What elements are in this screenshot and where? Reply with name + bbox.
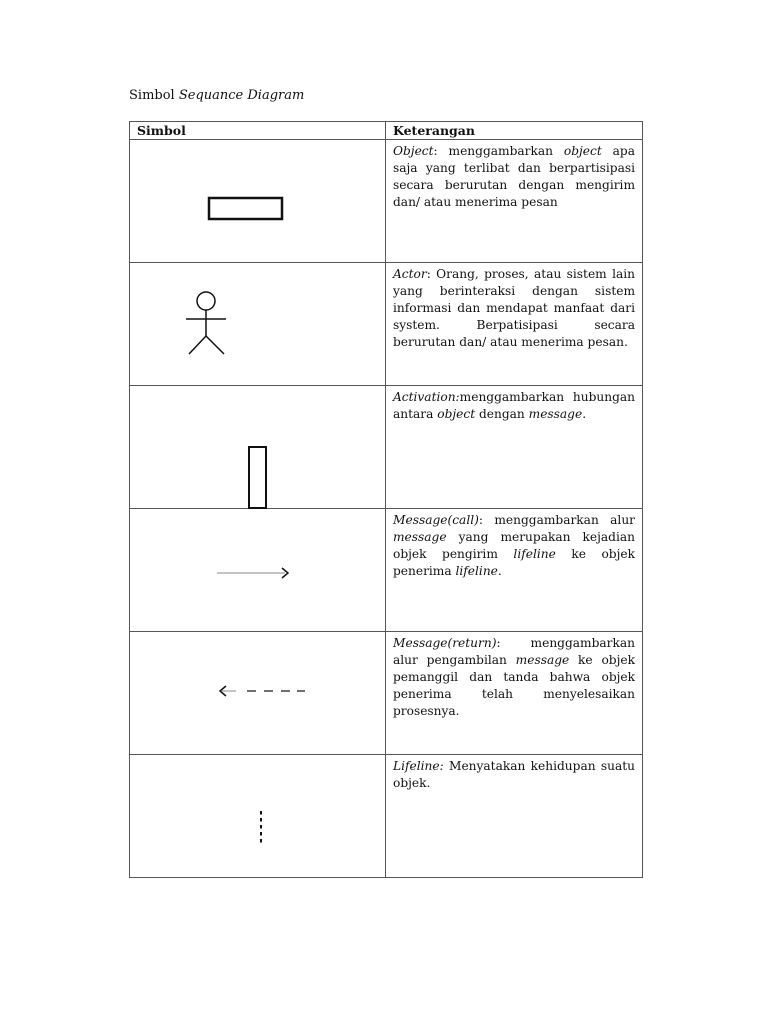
symbol-cell-lifeline [130, 755, 386, 878]
table-row-message-return [130, 632, 643, 755]
table-row-actor [130, 263, 643, 386]
desc-text-run: : menggambarkan alur pengambilan [393, 636, 635, 667]
desc-text-run: message [528, 407, 583, 421]
desc-text-run: ke objek pemanggil dan tanda bahwa objek penerima telah menyelesaikan prosesnya. [393, 653, 635, 718]
desc-text-run: Message(call) [393, 513, 479, 527]
page-title-italic: Sequance Diagram [178, 88, 305, 103]
actor-stick-figure-icon [130, 263, 386, 382]
desc-text-run: . [497, 564, 502, 578]
message-call-arrow-icon [130, 509, 386, 628]
desc-text-run: : menggambarkan [433, 144, 564, 158]
desc-text-run: dengan [475, 407, 529, 421]
desc-object [386, 140, 643, 263]
page-title [129, 88, 304, 104]
symbol-table [129, 121, 643, 878]
symbol-cell-message-call [130, 509, 386, 632]
desc-text-run: Actor [393, 267, 427, 281]
table-row-activation [130, 386, 643, 509]
activation-bar-icon [248, 446, 267, 509]
table-header-row [130, 122, 643, 140]
object-rectangle-icon [130, 140, 386, 259]
lifeline-dashed-icon [130, 755, 386, 874]
desc-text-run: : Orang, proses, atau sistem lain yang berinteraksi dengan sistem informasi dan mendapat manfaat dari system. Berpatisipasi secara berurutan dan/ atau menerima pesan. [393, 267, 635, 349]
table-row-message-call [130, 509, 643, 632]
desc-text-run: lifeline [513, 547, 556, 561]
desc-text-run: message [393, 530, 447, 544]
desc-text-run: object [563, 144, 602, 158]
desc-text-run: Menyatakan kehidupan suatu objek. [393, 759, 635, 790]
header-simbol: Simbol [130, 122, 386, 140]
desc-text-run: : menggambarkan alur [478, 513, 635, 527]
desc-text-run: lifeline [455, 564, 498, 578]
desc-text-run: Message(return) [393, 636, 497, 650]
symbol-cell-object [130, 140, 386, 263]
desc-text-run: menggambarkan hubungan antara [393, 390, 635, 421]
desc-text-run: yang merupakan kejadian objek pengirim [393, 530, 635, 561]
symbol-cell-message-return [130, 632, 386, 755]
desc-text-run: . [582, 407, 587, 421]
desc-text-run: Lifeline: [393, 759, 444, 773]
desc-text-run: Object [393, 144, 434, 158]
table-row-lifeline [130, 755, 643, 878]
desc-text-run: Activation: [393, 390, 460, 404]
header-keterangan: Keterangan [386, 122, 643, 140]
symbol-cell-actor [130, 263, 386, 386]
desc-text-run: message [515, 653, 570, 667]
desc-message-call [386, 509, 643, 632]
table-row-object [130, 140, 643, 263]
desc-text-run: object [437, 407, 476, 421]
desc-text-run: apa saja yang terlibat dan berpartisipasi secara berurutan dengan mengirim dan/ atau menerima pesan [393, 144, 635, 209]
desc-lifeline [386, 755, 643, 878]
desc-message-return [386, 632, 643, 755]
desc-actor [386, 263, 643, 386]
message-return-arrow-icon [130, 632, 386, 751]
page-title-plain: Simbol [129, 88, 179, 103]
desc-text-run: ke objek penerima [393, 547, 635, 578]
desc-activation [386, 386, 643, 509]
